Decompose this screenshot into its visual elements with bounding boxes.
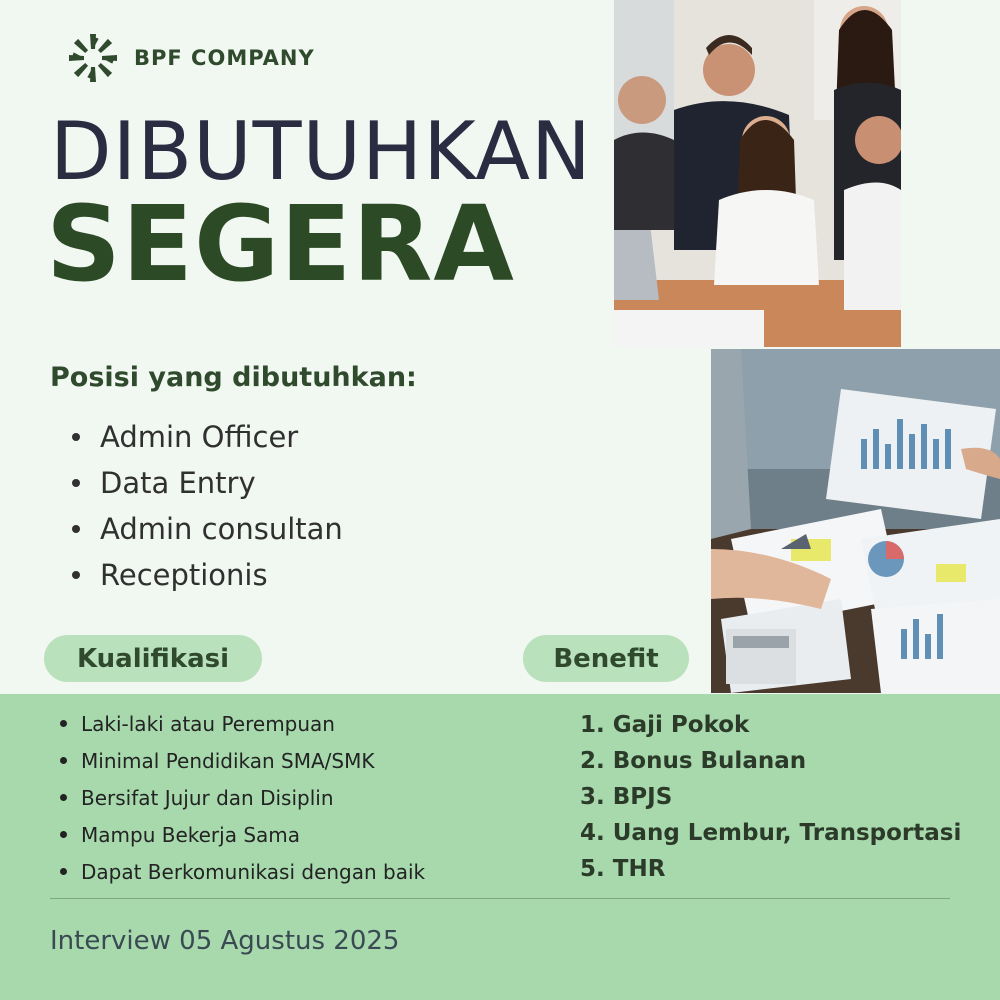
list-item xyxy=(580,851,961,887)
bullet-icon xyxy=(60,794,67,801)
benefit-number: 4. xyxy=(580,820,605,846)
benefit-label: Bonus Bulanan xyxy=(612,748,807,774)
benefit-number: 2. xyxy=(580,748,605,774)
starburst-logo-icon xyxy=(68,33,118,83)
qualification-label: Mampu Bekerja Sama xyxy=(81,822,301,847)
position-label: Admin Officer xyxy=(100,420,299,454)
list-item xyxy=(60,742,425,779)
bullet-icon xyxy=(72,571,80,579)
bullet-icon xyxy=(60,757,67,764)
headline-line-1: DIBUTUHKAN xyxy=(50,105,592,198)
qualification-label: Bersifat Jujur dan Disiplin xyxy=(81,785,334,810)
charts-photo xyxy=(711,349,1000,693)
benefit-label: Uang Lembur, Transportasi xyxy=(612,820,962,846)
bullet-icon xyxy=(60,720,67,727)
headline-line-2: SEGERA xyxy=(46,183,515,305)
brand-name: BPF COMPANY xyxy=(134,46,315,70)
list-item xyxy=(60,705,425,742)
list-item xyxy=(60,779,425,816)
qualifications-heading: Kualifikasi xyxy=(44,635,262,682)
benefits-list xyxy=(580,707,961,887)
position-label: Admin consultan xyxy=(100,512,343,546)
list-item xyxy=(60,816,425,853)
divider xyxy=(50,898,950,899)
bullet-icon xyxy=(72,479,80,487)
list-item xyxy=(580,707,961,743)
benefit-number: 1. xyxy=(580,712,605,738)
benefit-label: BPJS xyxy=(612,784,673,810)
team-photo xyxy=(614,0,901,347)
bullet-icon xyxy=(72,525,80,533)
benefits-heading: Benefit xyxy=(523,635,689,682)
list-item xyxy=(72,414,343,460)
position-label: Data Entry xyxy=(100,466,256,500)
position-label: Receptionis xyxy=(100,558,268,592)
list-item xyxy=(72,552,343,598)
qualification-label: Laki-laki atau Perempuan xyxy=(81,711,335,736)
benefit-number: 5. xyxy=(580,856,605,882)
list-item xyxy=(72,460,343,506)
bullet-icon xyxy=(60,868,67,875)
list-item xyxy=(72,506,343,552)
list-item xyxy=(580,743,961,779)
benefit-label: THR xyxy=(612,856,666,882)
qualification-label: Dapat Berkomunikasi dengan baik xyxy=(81,859,426,884)
brand-logo xyxy=(68,33,315,83)
positions-title: Posisi yang dibutuhkan: xyxy=(50,362,417,393)
bullet-icon xyxy=(72,433,80,441)
bullet-icon xyxy=(60,831,67,838)
list-item xyxy=(60,853,425,890)
positions-list xyxy=(72,414,343,598)
benefit-label: Gaji Pokok xyxy=(612,712,750,738)
interview-date: Interview 05 Agustus 2025 xyxy=(50,926,400,956)
benefit-number: 3. xyxy=(580,784,605,810)
qualifications-list xyxy=(60,705,425,890)
list-item xyxy=(580,815,961,851)
qualification-label: Minimal Pendidikan SMA/SMK xyxy=(81,748,375,773)
list-item xyxy=(580,779,961,815)
